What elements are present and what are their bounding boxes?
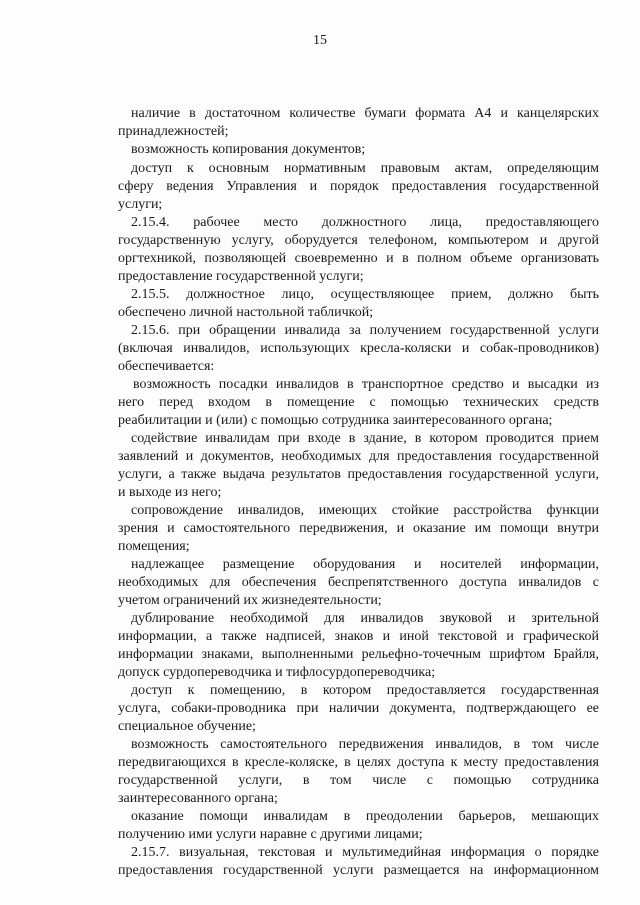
text-line: содействие инвалидам при входе в здание, в котором проводится прием xyxy=(131,431,599,446)
text-line: необходимых для обеспечения беспрепятственного доступа инвалидов с xyxy=(118,575,599,590)
text-line: наличие в достаточном количестве бумаги формата А4 и канцелярских xyxy=(131,106,599,121)
text-line: сопровождение инвалидов, имеющих стойкие расстройства функции xyxy=(131,503,599,518)
text-line: и выходе из него; xyxy=(118,485,222,500)
text-line: сферу ведения Управления и порядок предоставления государственной xyxy=(118,179,599,194)
text-line: услуга, собаки-проводника при наличии документа, подтверждающего ее xyxy=(118,701,599,716)
text-line: 2.15.4. рабочее место должностного лица, предоставляющего xyxy=(131,215,599,230)
text-line: обеспечено личной настольной табличкой; xyxy=(118,305,374,320)
text-line: предоставление государственной услуги; xyxy=(118,269,364,284)
text-line: (включая инвалидов, использующих кресла-коляски и собак-проводников) xyxy=(118,341,599,356)
text-line: дублирование необходимой для инвалидов звуковой и зрительной xyxy=(131,611,599,626)
text-line: учетом ограничений их жизнедеятельности; xyxy=(118,593,382,608)
text-line: него перед входом в помещение с помощью технических средств xyxy=(118,395,599,410)
text-line: зрения и самостоятельного передвижения, и оказание им помощи внутри xyxy=(118,521,599,536)
text-line: государственную услугу, оборудуется телефоном, компьютером и другой xyxy=(118,233,599,248)
text-line: принадлежностей; xyxy=(118,124,229,139)
text-line: допуск сурдопереводчика и тифлосурдопереводчика; xyxy=(118,665,436,680)
text-line: доступ к помещению, в котором предоставляется государственная xyxy=(131,683,599,698)
text-line: надлежащее размещение оборудования и носителей информации, xyxy=(131,557,599,572)
text-line: реабилитации и (или) с помощью сотрудника заинтересованного органа; xyxy=(118,413,553,428)
text-line: государственной услуги, в том числе с помощью сотрудника xyxy=(118,773,599,788)
text-line: заинтересованного органа; xyxy=(118,791,278,806)
text-line: возможность самостоятельного передвижения инвалидов, в том числе xyxy=(131,737,599,752)
text-line: информации, а также надписей, знаков и иной текстовой и графической xyxy=(118,629,599,644)
text-line: 2.15.5. должностное лицо, осуществляющее прием, должно быть xyxy=(131,287,599,302)
text-line: получению ими услуги наравне с другими лицами; xyxy=(118,827,423,842)
text-line: доступ к основным нормативным правовым актам, определяющим xyxy=(131,161,599,176)
text-line: 2.15.7. визуальная, текстовая и мультимедийная информация о порядке xyxy=(131,845,599,860)
text-line: услуги, а также выдача результатов предоставления государственной услуги, xyxy=(118,467,599,482)
text-line: заявлений и документов, необходимых для предоставления государственной xyxy=(118,449,599,464)
text-line: оргтехникой, позволяющей своевременно и в полном объеме организовать xyxy=(118,251,599,266)
text-line: оказание помощи инвалидам в преодолении барьеров, мешающих xyxy=(131,809,599,824)
text-line: услуги; xyxy=(118,197,163,212)
text-line: обеспечивается: xyxy=(118,359,215,374)
text-line: специальное обучение; xyxy=(118,719,256,734)
text-line: предоставления государственной услуги размещается на информационном xyxy=(118,863,599,878)
text-line: возможность копирования документов; xyxy=(131,142,366,157)
text-line: возможность посадки инвалидов в транспортное средство и высадки из xyxy=(133,377,599,392)
text-line: помещения; xyxy=(118,539,190,554)
text-line: 2.15.6. при обращении инвалида за получением государственной услуги xyxy=(131,323,599,338)
text-line: передвигающихся в кресле-коляске, в целях доступа к месту предоставления xyxy=(118,755,599,770)
page-number: 15 xyxy=(313,33,327,48)
text-line: информации знаками, выполненными рельефно-точечным шрифтом Брайля, xyxy=(118,647,599,662)
